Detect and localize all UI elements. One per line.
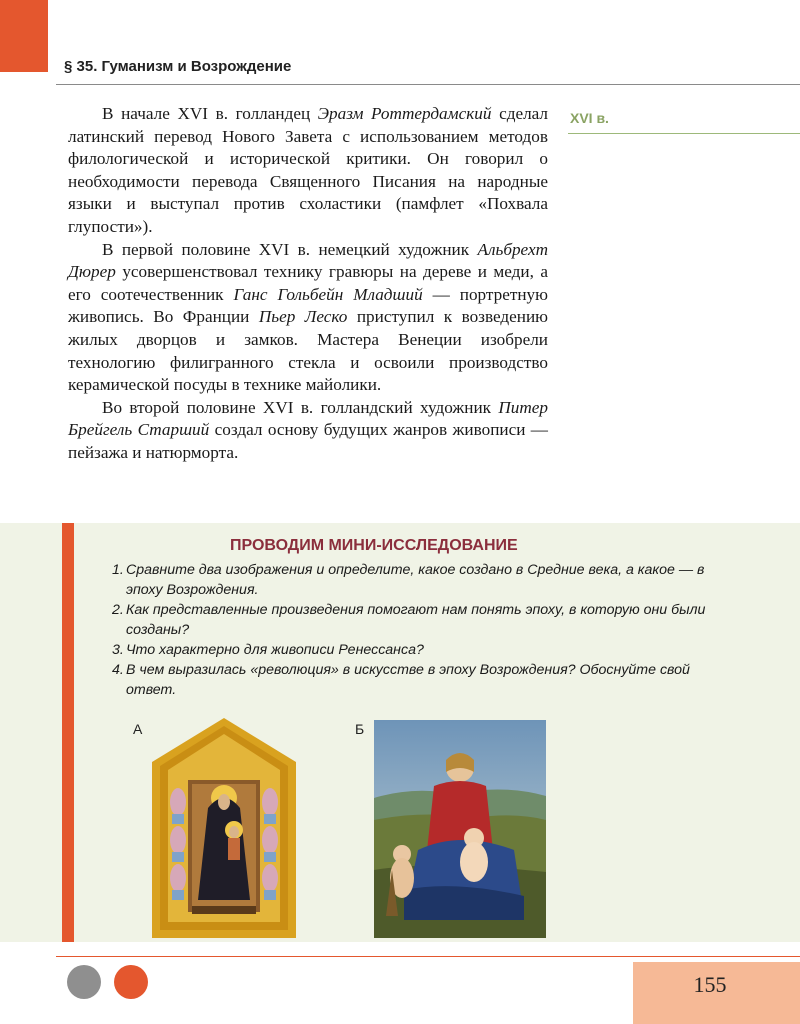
text-run: сделал латинский перевод Нового Завета с использованием методов филологической и исторической критики. Он говорил о необходимости перевода Священного Писания на народные языки и выступал против схоластики (памфлет «Похвала глупости»). <box>68 104 549 236</box>
question-text: Как представленные произведения помогают нам понять эпоху, в которую они были созданы? <box>126 602 706 638</box>
question-item <box>112 640 712 660</box>
image-a-label: А <box>133 721 143 737</box>
body-paragraph <box>68 103 548 239</box>
body-paragraph <box>68 239 548 397</box>
italic-name: Пьер Леско <box>258 307 348 327</box>
page-number: 155 <box>693 972 727 997</box>
section-header: § 35. Гуманизм и Возрождение <box>64 58 292 75</box>
text-run: — портретную живопись. Во Франции <box>68 284 548 327</box>
body-text <box>68 103 548 465</box>
corner-tab <box>0 0 48 72</box>
research-accent-bar <box>62 523 74 942</box>
header-divider <box>56 84 800 85</box>
question-number: 2. <box>112 602 124 618</box>
question-text: Что характерно для живописи Ренессанса? <box>126 642 424 658</box>
text-run: Во второй половине XVI в. голландский художник <box>102 397 499 417</box>
body-paragraph <box>68 397 548 465</box>
question-number: 1. <box>112 562 124 578</box>
question-item <box>112 600 712 640</box>
medieval-madonna-image <box>152 718 296 938</box>
footer-divider <box>56 956 800 957</box>
renaissance-madonna-image <box>374 720 546 938</box>
question-list <box>112 560 712 700</box>
question-text: Сравните два изображения и определите, какое создано в Средние века, а какое — в эпоху Возрождения. <box>126 562 705 598</box>
question-number: 3. <box>112 642 124 658</box>
text-run: В первой половине XVI в. немецкий художник <box>102 239 478 259</box>
italic-name: Ганс Гольбейн Младший <box>233 284 423 304</box>
text-run: В начале XVI в. голландец <box>102 104 318 123</box>
gray-dot <box>67 965 101 999</box>
margin-note-divider <box>568 133 800 134</box>
italic-name: Питер Брейгель Старший <box>68 397 548 440</box>
page-number-box <box>633 962 800 1024</box>
orange-dot <box>114 965 148 999</box>
research-title: ПРОВОДИМ МИНИ-ИССЛЕДОВАНИЕ <box>230 537 518 554</box>
image-b-label: Б <box>355 721 365 737</box>
text-run: создал основу будущих жанров живописи — пейзажа и натюрморта. <box>68 420 548 462</box>
question-item <box>112 560 712 600</box>
text-run: приступил к возведению жилых дворцов и замков. Мастера Венеции изобрели технологию филигранного стекла и освоили производство керамической посуды в технике майолики. <box>68 307 548 395</box>
italic-name: Альбрехт Дюрер <box>68 239 548 282</box>
question-item <box>112 660 712 700</box>
italic-name: Эразм Роттердамский <box>317 104 492 123</box>
question-number: 4. <box>112 662 124 678</box>
question-text: В чем выразилась «революция» в искусстве в эпоху Возрождения? Обоснуйте свой ответ. <box>126 662 690 698</box>
margin-note: XVI в. <box>570 110 609 126</box>
text-run: усовершенствовал технику гравюры на дереве и меди, а его соотечественник <box>68 262 548 304</box>
